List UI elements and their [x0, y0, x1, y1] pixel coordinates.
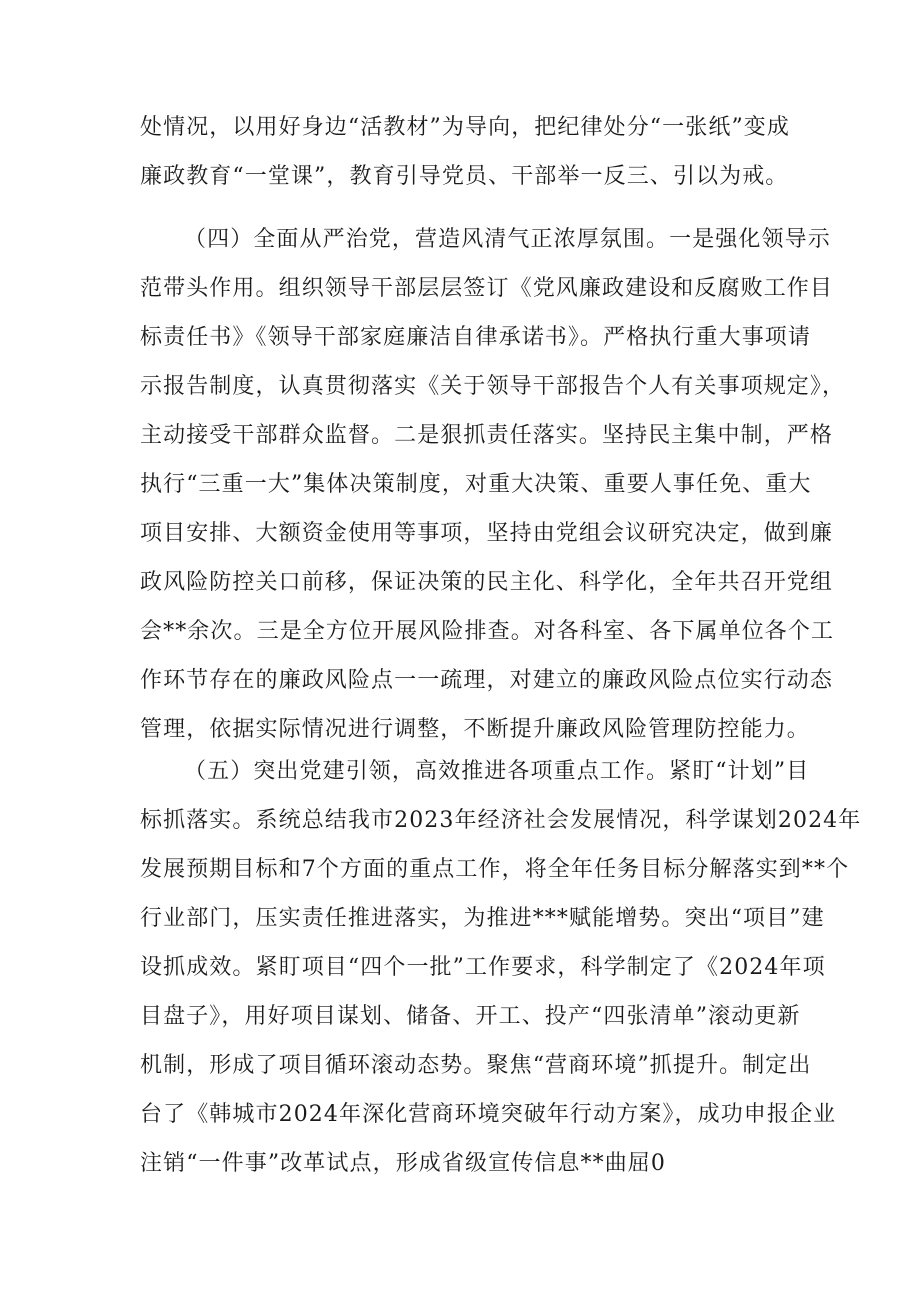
paragraph-line: 机制，形成了项目循环滚动态势。聚焦“营商环境”抓提升。制定出	[140, 1053, 812, 1078]
paragraph-line: 主动接受干部群众监督。二是狠抓责任落实。坚持民主集中制，严格	[140, 423, 834, 448]
paragraph-line: 管理，依据实际情况进行调整，不断提升廉政风险管理防控能力。	[140, 717, 810, 742]
paragraph-line: 发展预期目标和7个方面的重点工作，将全年任务目标分解落实到**个	[140, 857, 850, 882]
paragraph-line: 执行“三重一大”集体决策制度，对重大决策、重要人事任免、重大	[140, 472, 812, 497]
paragraph-line: 作环节存在的廉政风险点一一疏理，对建立的廉政风险点位实行动态	[140, 668, 834, 693]
paragraph-section-five	[140, 747, 862, 1188]
paragraph-heading-line: （四）全面从严治党，营造风清气正浓厚氛围。一是强化领导示	[184, 227, 831, 252]
paragraph-line: 标责任书》《领导干部家庭廉洁自律承诺书》。严格执行重大事项请	[140, 325, 812, 350]
paragraph-line: 处情况，以用好身边“活教材”为导向，把纪律处分“一张纸”变成	[140, 115, 790, 140]
paragraph-line: 政风险防控关口前移，保证决策的民主化、科学化，全年共召开党组	[140, 570, 834, 595]
paragraph-line: 注销“一件事”改革试点，形成省级宣传信息**曲屈0	[140, 1151, 666, 1176]
paragraph-section-four	[140, 215, 846, 754]
paragraph-line: 廉政教育“一堂课”，教育引导党员、干部举一反三、引以为戒。	[140, 164, 789, 189]
paragraph-line: 标抓落实。系统总结我市2023年经济社会发展情况，科学谋划2024年	[140, 808, 862, 833]
paragraph-line: 示报告制度，认真贯彻落实《关于领导干部报告个人有关事项规定》，	[140, 374, 846, 399]
paragraph-line: 范带头作用。组织领导干部层层签订《党风廉政建设和反腐败工作目	[140, 276, 834, 301]
paragraph-line: 目盘子》，用好项目谋划、储备、开工、投产“四张清单”滚动更新	[140, 1004, 801, 1029]
paragraph-line: 台了《韩城市2024年深化营商环境突破年行动方案》，成功申报企业	[140, 1102, 837, 1127]
paragraph-discipline-education	[140, 103, 800, 201]
paragraph-heading-line: （五）突出党建引领，高效推进各项重点工作。紧盯“计划”目	[184, 759, 810, 784]
paragraph-line: 项目安排、大额资金使用等事项，坚持由党组会议研究决定，做到廉	[140, 521, 834, 546]
paragraph-line: 会**余次。三是全方位开展风险排查。对各科室、各下属单位各个工	[140, 619, 835, 644]
paragraph-line: 行业部门，压实责任推进落实，为推进***赋能增势。突出“项目”建	[140, 906, 825, 931]
paragraph-line: 设抓成效。紧盯项目“四个一批”工作要求，科学制定了《2024年项	[140, 955, 826, 980]
